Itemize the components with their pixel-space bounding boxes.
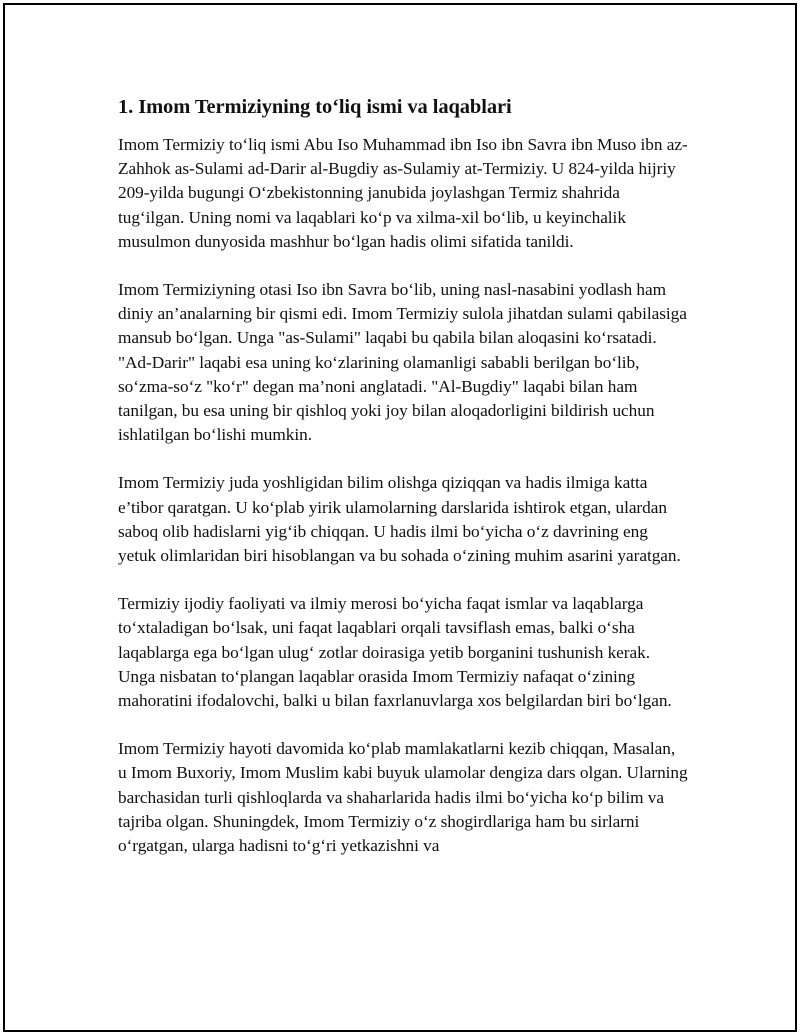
paragraph-4: Termiziy ijodiy faoliyati va ilmiy merosi bo‘yicha faqat ismlar va laqablarga to‘xtaladigan bo‘lsak, uni faqat laqablari orqali tavsiflash emas, balki o‘sha laqablarga ega bo‘lgan ulug‘ zotlar doirasiga yetib borganini tushunish kerak. Unga nisbatan to‘plangan laqablar orasida Imom Termiziy nafaqat o‘zining mahoratini ifodalovchi, balki u bilan faxrlanuvlarga xos belgilardan biri bo‘lgan. [118,594,672,711]
paragraph-5: Imom Termiziy hayoti davomida ko‘plab mamlakatlarni kezib chiqqan, Masalan, u Imom Buxoriy, Imom Muslim kabi buyuk ulamolar dengiza dars olgan. Ularning barchasidan turli qishloqlarda va shaharlarida hadis ilmi bo‘yicha ko‘p bilim va tajriba olgan. Shuningdek, Imom Termiziy o‘z shogirdlariga ham bu sirlarni o‘rgatgan, ularga hadisni to‘g‘ri yetkazishni va [118,739,688,856]
section-heading: 1. Imom Termiziyning to‘liq ismi va laqablari [118,96,512,118]
paragraph-2: Imom Termiziyning otasi Iso ibn Savra bo‘lib, uning nasl-nasabini yodlash ham diniy an’analarning bir qismi edi. Imom Termiziy sulola jihatdan sulami qabilasiga mansub bo‘lgan. Unga "as-Sulami" laqabi bu qabila bilan aloqasini ko‘rsatadi. "Ad-Darir" laqabi esa uning ko‘zlarining olamanligi sababli berilgan bo‘lib, so‘zma-so‘z "ko‘r" degan ma’noni anglatadi. "Al-Bugdiy" laqabi bilan ham tanilgan, bu esa uning bir qishloq yoki joy bilan aloqadorligini bildirish uchun ishlatilgan bo‘lishi mumkin. [118,280,687,445]
paragraph-3: Imom Termiziy juda yoshligidan bilim olishga qiziqqan va hadis ilmiga katta e’tibor qaratgan. U ko‘plab yirik ulamolarning darslarida ishtirok etgan, ulardan saboq olib hadislarni yig‘ib chiqqan. U hadis ilmi bo‘yicha o‘z davrining eng yetuk olimlaridan biri hisoblangan va bu sohada o‘zining muhim asarini yaratgan. [118,473,681,566]
paragraph-1: Imom Termiziy to‘liq ismi Abu Iso Muhammad ibn Iso ibn Savra ibn Muso ibn az-Zahhok as-Sulami ad-Darir al-Bugdiy as-Sulamiy at-Termiziy. U 824-yilda hijriy 209-yilda bugungi O‘zbekistonning janubida joylashgan Termiz shahrida tug‘ilgan. Uning nomi va laqablari ko‘p va xilma-xil bo‘lib, u keyinchalik musulmon dunyosida mashhur bo‘lgan hadis olimi sifatida tanildi. [118,135,688,251]
document-body [118,94,688,882]
